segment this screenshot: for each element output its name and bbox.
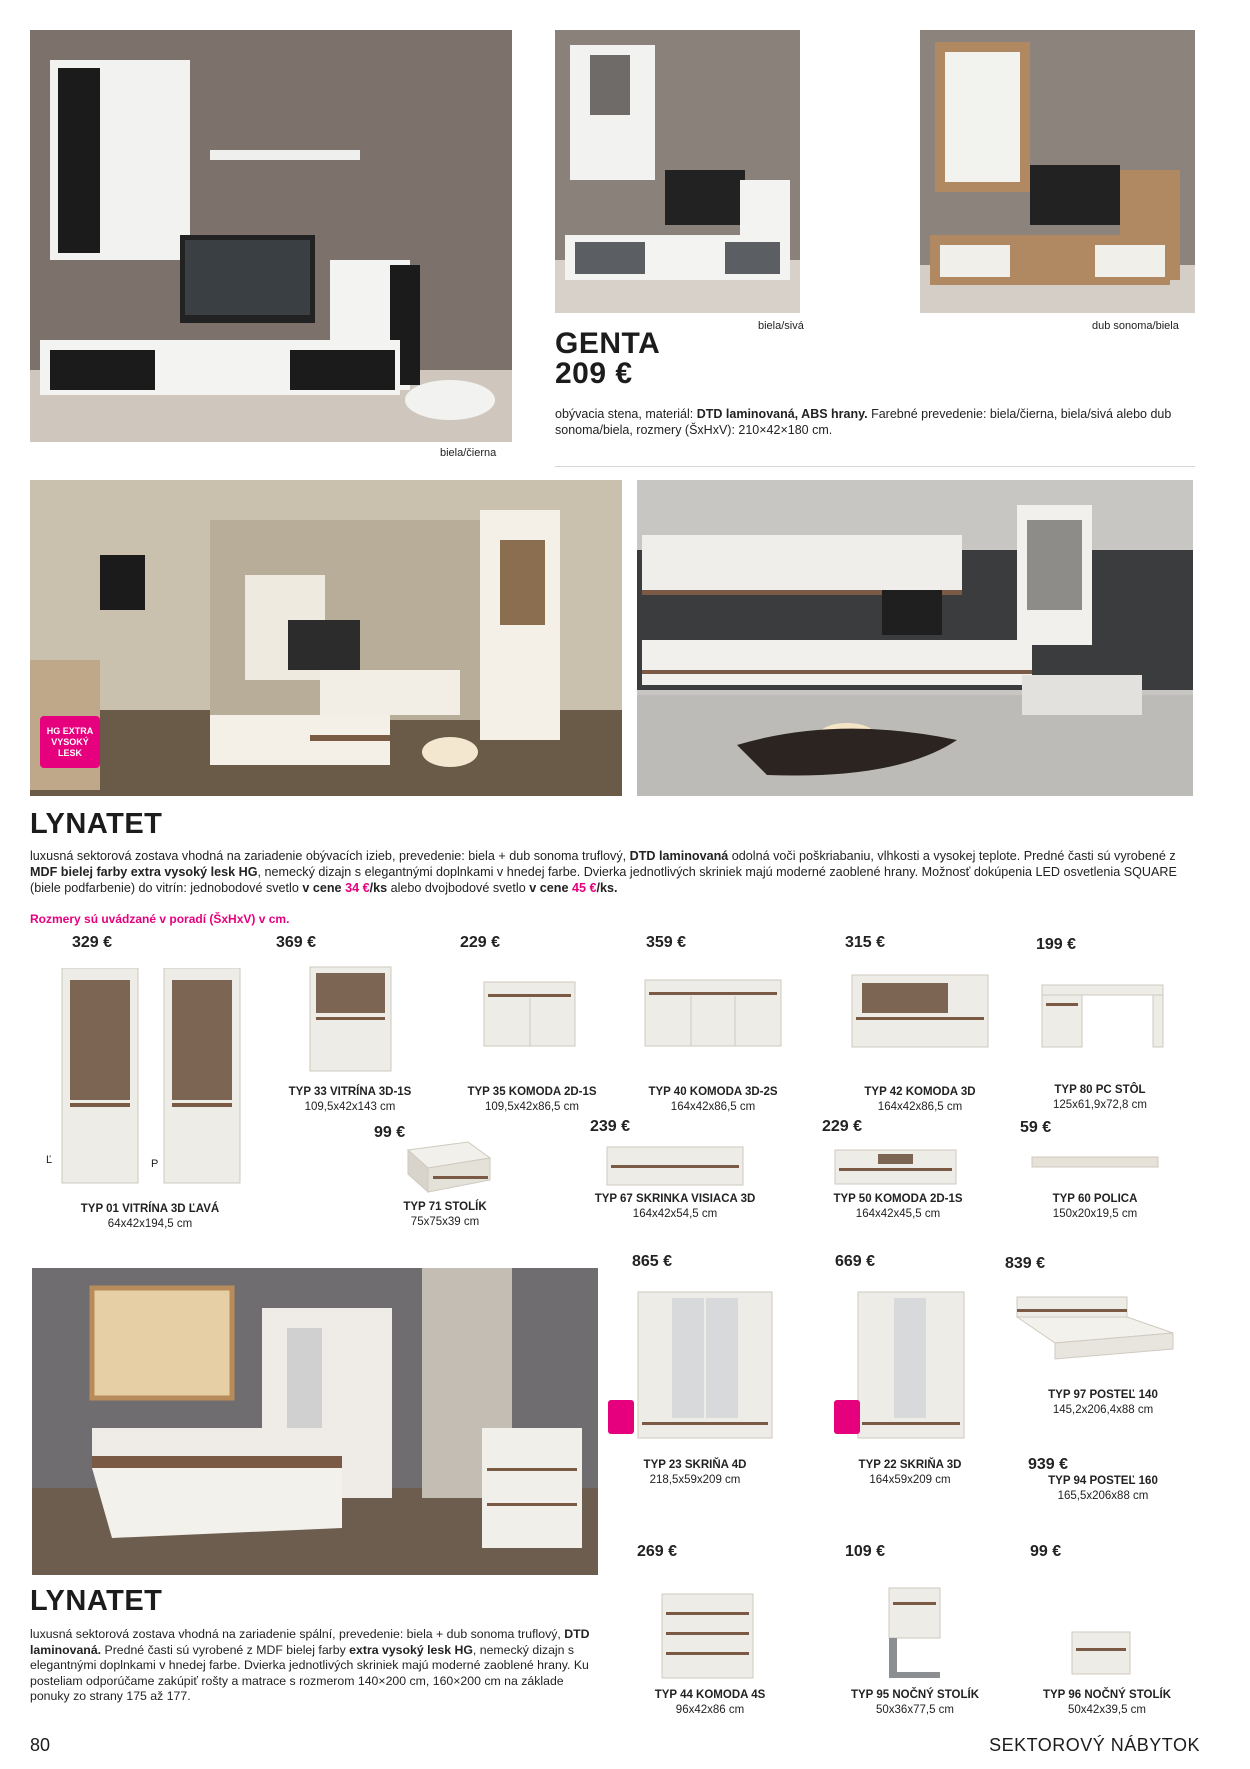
product-typ80-pc-stol bbox=[1040, 983, 1165, 1049]
label-typ44: TYP 44 KOMODA 4S 96x42x86 cm bbox=[654, 1689, 766, 1716]
price-typ80: 199 € bbox=[1036, 936, 1077, 953]
genta-description: obývacia stena, materiál: DTD laminovaná, ABS hrany. Farebné prevedenie: biela/čierna, biela/sivá alebo dub sonoma/biela, rozmery (ŠxHxV): 210×42×180 cm. bbox=[555, 407, 1172, 437]
dimensions-note: Rozmery sú uvádzané v poradí (ŠxHxV) v cm. bbox=[30, 912, 290, 926]
price-typ01: 329 € bbox=[72, 934, 113, 951]
product-typ44-komoda bbox=[660, 1592, 755, 1680]
vitrina-left-mark: Ľ bbox=[46, 1154, 53, 1166]
genta-main-photo bbox=[30, 30, 512, 442]
price-typ97: 839 € bbox=[1005, 1255, 1046, 1272]
label-typ01: TYP 01 VITRÍNA 3D ĽAVÁ 64x42x194,5 cm bbox=[80, 1203, 220, 1230]
lynatet-bedroom-description: luxusná sektorová zostava vhodná na zariadenie spální, prevedenie: biela + dub sonoma truflový, DTD laminovaná. Predné časti sú vyrobené z MDF bielej farby extra vysoký lesk HG, nemecký dizajn s elegantnými doplnkami v hnedej farbe. Dvierka jednotlivých skriniek majú moderné zaoblené hrany. Ku posteliam odporúčame zakúpiť rošty a matrace s rozmerom 140×200 cm, 160×200 cm na základe ponuky zo strany 175 až 177. bbox=[30, 1627, 590, 1704]
lynatet-living-description: luxusná sektorová zostava vhodná na zariadenie obývacích izieb, prevedenie: biela + dub sonoma truflový, DTD laminovaná odolná voči poškriabaniu, vlhkosti a vysokej teplote. Predné časti sú vyrobené z MDF bielej farby extra vysoký lesk HG, nemecký dizajn s elegantnými doplnkami v hnedej farbe. Dvierka jednotlivých skriniek majú moderné zaoblené hrany. Možnosť dokúpenia LED osvetlenia SQUARE (biele podfarbenie) do vitrín: jednobodové svetlo v cene 34 €/ks alebo dvojbodové svetlo v cene 45 €/ks. bbox=[30, 849, 1177, 895]
label-typ97: TYP 97 POSTEĽ 140 145,2x206,4x88 cm bbox=[1048, 1389, 1158, 1416]
label-typ23: TYP 23 SKRIŇA 4D 218,5x59x209 cm bbox=[643, 1459, 747, 1486]
wardrobe-interior-icon-23 bbox=[608, 1400, 634, 1434]
product-typ42-komoda bbox=[850, 973, 990, 1051]
label-typ33: TYP 33 VITRÍNA 3D-1S 109,5x42x143 cm bbox=[288, 1086, 412, 1113]
label-typ42: TYP 42 KOMODA 3D 164x42x86,5 cm bbox=[864, 1086, 976, 1113]
label-typ94: TYP 94 POSTEĽ 160 165,5x206x88 cm bbox=[1048, 1475, 1158, 1502]
lynatet-living-photo-1 bbox=[30, 480, 622, 796]
price-typ42: 315 € bbox=[845, 934, 886, 951]
label-typ80: TYP 80 PC STÔL 125x61,9x72,8 cm bbox=[1053, 1084, 1147, 1111]
product-typ01-vitrina-right bbox=[162, 968, 242, 1188]
price-typ96: 99 € bbox=[1030, 1543, 1062, 1560]
price-typ71: 99 € bbox=[374, 1124, 406, 1141]
genta-photo-grey bbox=[555, 30, 800, 313]
product-typ22-skrina bbox=[856, 1290, 966, 1440]
lynatet-bedroom-title: LYNATET bbox=[30, 1585, 163, 1617]
divider-top bbox=[555, 466, 1195, 467]
page-number: 80 bbox=[30, 1735, 51, 1755]
genta-price: 209 € bbox=[555, 357, 633, 390]
section-title: SEKTOROVÝ NÁBYTOK bbox=[989, 1735, 1200, 1755]
genta-title: GENTA bbox=[555, 327, 661, 360]
label-typ67: TYP 67 SKRINKA VISIACA 3D 164x42x54,5 cm bbox=[594, 1193, 756, 1220]
product-typ60-polica bbox=[1030, 1155, 1160, 1171]
price-typ23: 865 € bbox=[632, 1253, 673, 1270]
product-typ35-komoda bbox=[482, 980, 577, 1050]
product-typ97-postel bbox=[1015, 1293, 1175, 1363]
label-typ35: TYP 35 KOMODA 2D-1S 109,5x42x86,5 cm bbox=[467, 1086, 597, 1113]
label-typ95: TYP 95 NOČNÝ STOLÍK 50x36x77,5 cm bbox=[850, 1689, 980, 1716]
label-typ22: TYP 22 SKRIŇA 3D 164x59x209 cm bbox=[858, 1459, 962, 1486]
label-typ71: TYP 71 STOLÍK 75x75x39 cm bbox=[403, 1201, 487, 1228]
wardrobe-interior-icon-22 bbox=[834, 1400, 860, 1434]
price-typ35: 229 € bbox=[460, 934, 501, 951]
label-typ40: TYP 40 KOMODA 3D-2S 164x42x86,5 cm bbox=[648, 1086, 778, 1113]
product-typ33-vitrina bbox=[308, 965, 393, 1075]
label-typ96: TYP 96 NOČNÝ STOLÍK 50x42x39,5 cm bbox=[1042, 1689, 1172, 1716]
genta-caption-2: biela/sivá bbox=[758, 320, 804, 332]
price-typ94: 939 € bbox=[1028, 1456, 1069, 1473]
lynatet-bedroom-photo bbox=[32, 1268, 598, 1575]
price-typ67: 239 € bbox=[590, 1118, 631, 1135]
hg-extra-badge: HG EXTRA VYSOKÝ LESK bbox=[40, 716, 100, 768]
price-typ95: 109 € bbox=[845, 1543, 886, 1560]
product-typ71-stolik bbox=[398, 1140, 492, 1200]
product-typ50-komoda bbox=[833, 1148, 958, 1188]
label-typ50: TYP 50 KOMODA 2D-1S 164x42x45,5 cm bbox=[833, 1193, 963, 1220]
price-typ40: 359 € bbox=[646, 934, 687, 951]
lynatet-living-title: LYNATET bbox=[30, 808, 163, 840]
genta-caption-main: biela/čierna bbox=[440, 447, 497, 459]
price-typ60: 59 € bbox=[1020, 1119, 1052, 1136]
product-typ67-skrinka bbox=[605, 1145, 745, 1187]
product-typ96-nocny-stolik bbox=[1070, 1630, 1132, 1678]
product-typ95-nocny-stolik bbox=[887, 1586, 942, 1681]
price-typ33: 369 € bbox=[276, 934, 317, 951]
price-typ44: 269 € bbox=[637, 1543, 678, 1560]
product-typ40-komoda bbox=[643, 978, 783, 1050]
product-typ23-skrina bbox=[636, 1290, 774, 1440]
price-typ22: 669 € bbox=[835, 1253, 876, 1270]
price-typ50: 229 € bbox=[822, 1118, 863, 1135]
label-typ60: TYP 60 POLICA 150x20x19,5 cm bbox=[1052, 1193, 1138, 1220]
lynatet-living-photo-2 bbox=[637, 480, 1193, 796]
genta-caption-3: dub sonoma/biela bbox=[1092, 320, 1179, 332]
vitrina-right-mark: P bbox=[151, 1158, 159, 1170]
genta-photo-oak bbox=[920, 30, 1195, 313]
product-typ01-vitrina-left bbox=[60, 968, 140, 1188]
